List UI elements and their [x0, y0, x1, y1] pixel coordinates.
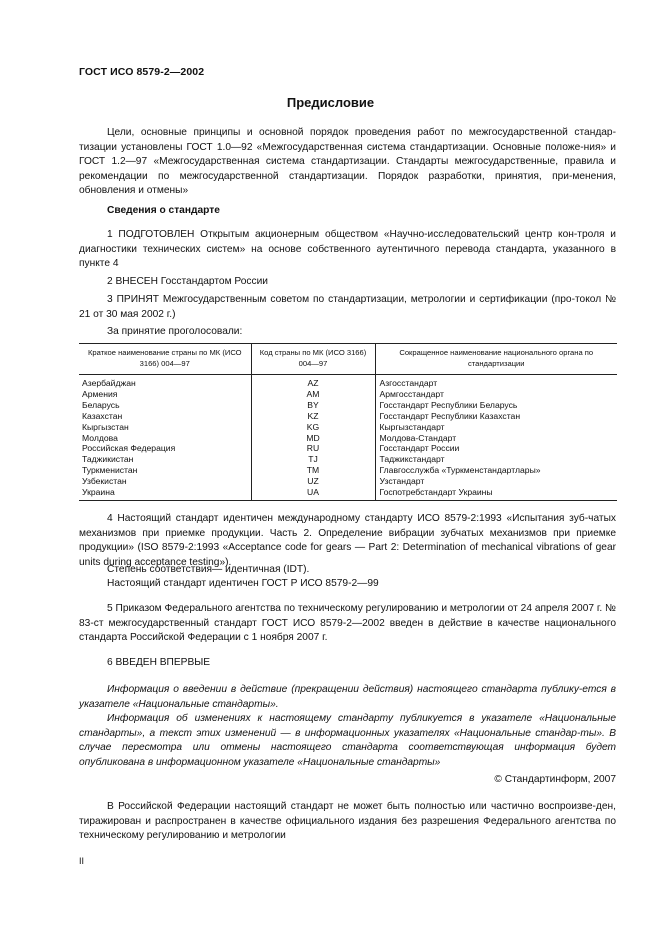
- page-number: II: [79, 856, 85, 866]
- table-header-row: [79, 344, 617, 375]
- header-standards-body: Сокращенное наименование национального органа по стандартизации: [375, 344, 617, 375]
- vote-label: За принятие проголосовали:: [107, 326, 243, 337]
- country-code-cell: MD: [251, 433, 375, 444]
- document-header: ГОСТ ИСО 8579-2—2002: [79, 66, 205, 78]
- country-name-cell: Российская Федерация: [82, 443, 176, 454]
- country-name-cell: Узбекистан: [82, 476, 127, 487]
- country-code-cell: UZ: [251, 476, 375, 487]
- country-code-cell: BY: [251, 400, 375, 411]
- item-6-paragraph: 6 ВВЕДЕН ВПЕРВЫЕ: [107, 657, 211, 668]
- table-row: [79, 454, 617, 465]
- country-name-cell: Украина: [79, 487, 251, 500]
- item-1-paragraph: 1 ПОДГОТОВЛЕН Открытым акционерным обществом «Научно-исследовательский центр кон-троля и диагностики технических систем» на основе собственного аутентичного перевода стандарта, указанного в пункте 4: [79, 229, 616, 270]
- country-name-cell: Кыргызстан: [82, 421, 129, 432]
- country-code-cell: KG: [251, 422, 375, 433]
- identical-standard-note: Настоящий стандарт идентичен ГОСТ Р ИСО 8579-2—99: [107, 578, 379, 589]
- item-2-paragraph: 2 ВНЕСЕН Госстандартом России: [107, 276, 268, 287]
- intro-paragraph: Цели, основные принципы и основной порядок проведения работ по межгосударственной стандар-тизации установлены ГОСТ 1.0—92 «Межгосударственная система стандартизации. Основные положе-ния» и ГОСТ 1.2—97 «Межгосударственная система стандартизации. Стандарты межгосударственные, правила и рекомендации по межгосударственной стандартизации. Порядок разработки, принятия, при-менения, обновления и отмены»: [79, 127, 616, 197]
- table-row: [79, 411, 617, 422]
- legal-notice: В Российской Федерации настоящий стандарт не может быть полностью или частично воспроизве-ден, тиражирован и распространен в качестве официального издания без разрешения Федерального агентства по техническому регулированию и метрологии: [79, 801, 616, 842]
- country-code-cell: AM: [251, 389, 375, 400]
- country-code-cell: TJ: [251, 454, 375, 465]
- table-row: [79, 375, 617, 389]
- item-5-paragraph: 5 Приказом Федерального агентства по техническому регулированию и метрологии от 24 апреля 2007 г. № 83-ст межгосударственный стандарт ГОСТ ИСО 8579-2—2002 введен в действие в качестве национального стандарта Российской Федерации с 1 ноября 2007 г.: [79, 603, 616, 644]
- voting-table: [79, 343, 617, 501]
- country-code-cell: TM: [251, 465, 375, 476]
- item-3-paragraph: 3 ПРИНЯТ Межгосударственным советом по стандартизации, метрологии и сертификации (про-токол № 21 от 30 мая 2002 г.): [79, 294, 616, 320]
- table-row: [79, 487, 617, 500]
- standards-body-cell: Армгосстандарт: [375, 389, 617, 400]
- info-changes-note: Информация об изменениях к настоящему стандарту публикуется в указателе «Национальные стандарты», а текст этих изменений — в информационных указателях «Национальные стандар-ты». В случае пересмотра или отмены настоящего стандарта соответствующая информация будет опубликована в информационном указателе «Национальные стандарты»: [79, 713, 616, 768]
- standards-body-cell: Кыргызстандарт: [375, 422, 617, 433]
- table-row: [79, 400, 617, 411]
- header-country-name: Краткое наименование страны по МК (ИСО 3166) 004—97: [79, 344, 251, 375]
- country-name-cell: Молдова: [82, 432, 118, 443]
- page-title: Предисловие: [286, 95, 375, 110]
- country-name-cell: Армения: [82, 388, 118, 399]
- country-code-cell: RU: [251, 443, 375, 454]
- table-row: [79, 422, 617, 433]
- country-name-cell: Туркменистан: [82, 465, 138, 476]
- copyright-line: © Стандартинформ, 2007: [494, 774, 616, 785]
- table-row: [79, 465, 617, 476]
- country-code-cell: KZ: [251, 411, 375, 422]
- table-row: [79, 443, 617, 454]
- country-code-cell: AZ: [251, 375, 375, 389]
- standards-body-cell: Узстандарт: [375, 476, 617, 487]
- country-name-cell: Таджикистан: [82, 454, 134, 465]
- header-country-code: Код страны по МК (ИСО 3166) 004—97: [251, 344, 375, 375]
- standards-body-cell: Главгосслужба «Туркменстандартлары»: [375, 465, 617, 476]
- standards-body-cell: Госпотребстандарт Украины: [375, 487, 617, 500]
- standards-body-cell: Госстандарт России: [375, 443, 617, 454]
- degree-of-correspondence: Степень соответствия— идентичная (IDT).: [107, 564, 310, 575]
- table-row: [79, 476, 617, 487]
- standards-body-cell: Таджикстандарт: [375, 454, 617, 465]
- country-name-cell: Казахстан: [82, 410, 123, 421]
- section-heading: Сведения о стандарте: [107, 205, 220, 216]
- country-name-cell: Беларусь: [82, 399, 120, 410]
- country-name-cell: Азербайджан: [82, 378, 136, 388]
- info-introduction-note: Информация о введении в действие (прекращении действия) настоящего стандарта публику-ется в указателе «Национальные стандарты».: [79, 684, 616, 710]
- table-row: [79, 433, 617, 444]
- table-row: [79, 389, 617, 400]
- standards-body-cell: Госстандарт Республики Беларусь: [375, 400, 617, 411]
- table-body: [79, 375, 617, 501]
- country-code-cell: UA: [251, 487, 375, 500]
- standards-body-cell: Госстандарт Республики Казахстан: [375, 411, 617, 422]
- item-4-paragraph: 4 Настоящий стандарт идентичен международному стандарту ИСО 8579-2:1993 «Испытания зуб-чатых механизмов при приемке продукции. Часть 2. Определение вибрации зубчатых механизмов при приемке продукции» (ISO 8579-2:1993 «Acceptance code for gears — Part 2: Determination of mechanical vibrations of gear units during acceptance testing»).: [79, 513, 616, 568]
- standards-body-cell: Молдова-Стандарт: [375, 433, 617, 444]
- standards-body-cell: Азгосстандарт: [375, 375, 617, 389]
